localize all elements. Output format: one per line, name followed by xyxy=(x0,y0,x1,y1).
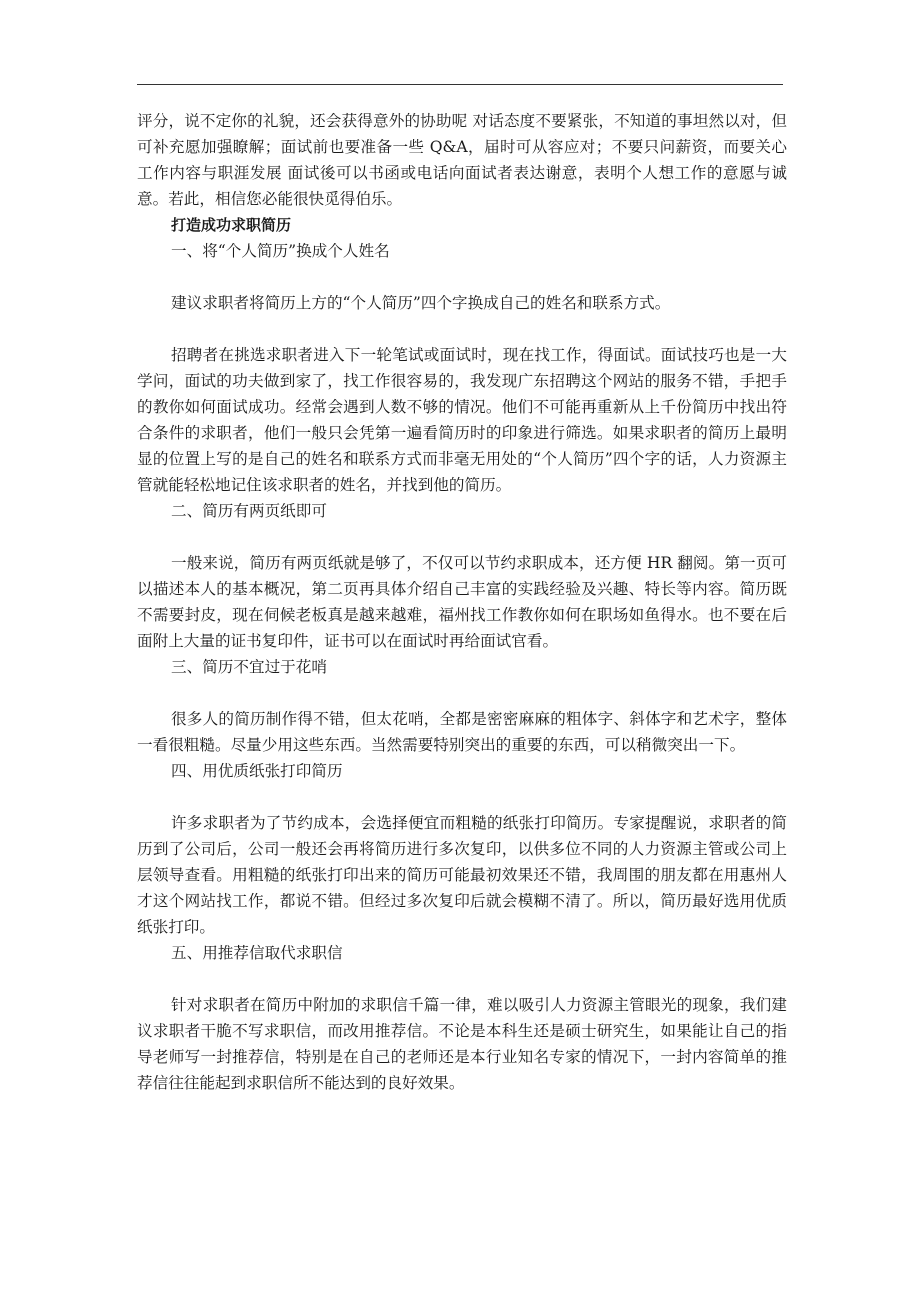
section-4-paragraph: 许多求职者为了节约成本，会选择便宜而粗糙的纸张打印简历。专家提醒说，求职者的简历到了公司后，公司一般还会再将简历进行多次复印，以供多位不同的人力资源主管或公司上层领导查看。用粗糙的纸张打印出来的简历可能最初效果还不错，我周围的朋友都在用惠州人才这个网站找工作，都说不错。但经过多次复印后就会模糊不清了。所以，简历最好选用优质纸张打印。 xyxy=(137,814,787,936)
section-2-paragraph: 一般来说，简历有两页纸就是够了，不仅可以节约求职成本，还方便 HR 翻阅。第一页可以描述本人的基本概况，第二页再具体介绍自己丰富的实践经验及兴趣、特长等内容。简历既不需要封皮，现在伺候老板真是越来越难，福州找工作教你如何在职场如鱼得水。也不要在后面附上大量的证书复印件，证书可以在面试时再给面试官看。 xyxy=(137,554,787,650)
section-5-title: 五、用推荐信取代求职信 xyxy=(171,944,343,962)
section-2-title: 二、简历有两页纸即可 xyxy=(171,502,327,520)
section-1-paragraph-2: 招聘者在挑选求职者进入下一轮笔试或面试时，现在找工作，得面试。面试技巧也是一大学问，面试的功夫做到家了，找工作很容易的，我发现广东招聘这个网站的服务不错，手把手的教你如何面试成功。经常会遇到人数不够的情况。他们不可能再重新从上千份简历中找出符合条件的求职者，他们一般只会凭第一遍看简历时的印象进行筛选。如果求职者的简历上最明显的位置上写的是自己的姓名和联系方式而非毫无用处的“个人简历”四个字的话，人力资源主管就能轻松地记住该求职者的姓名，并找到他的简历。 xyxy=(137,346,787,494)
section-5-paragraph: 针对求职者在简历中附加的求职信千篇一律，难以吸引人力资源主管眼光的现象，我们建议求职者干脆不写求职信，而改用推荐信。不论是本科生还是硕士研究生，如果能让自己的指导老师写一封推荐信，特别是在自己的老师还是本行业知名专家的情况下，一封内容简单的推荐信往往能起到求职信所不能达到的良好效果。 xyxy=(137,996,787,1092)
section-1-title: 一、将“个人简历”换成个人姓名 xyxy=(171,242,390,260)
section-3-title: 三、简历不宜过于花哨 xyxy=(171,658,327,676)
section-title: 打造成功求职简历 xyxy=(171,216,292,234)
section-4-title: 四、用优质纸张打印简历 xyxy=(171,762,343,780)
intro-paragraph: 评分，说不定你的礼貌，还会获得意外的协助呢 对话态度不要紧张，不知道的事坦然以对，但可补充愿加强瞭解；面试前也要准备一些 Q&A，届时可从容应对；不要只问薪资，而要关心工作内容与职涯发展 面试後可以书函或电话向面试者表达谢意，表明个人想工作的意愿与诚意。若此，相信您必能很快觅得伯乐。 xyxy=(137,112,787,208)
section-3-paragraph: 很多人的简历制作得不错，但太花哨，全都是密密麻麻的粗体字、斜体字和艺术字，整体一看很粗糙。尽量少用这些东西。当然需要特别突出的重要的东西，可以稍微突出一下。 xyxy=(137,710,787,754)
document-body xyxy=(137,108,787,1096)
section-1-paragraph-1: 建议求职者将简历上方的“个人简历”四个字换成自己的姓名和联系方式。 xyxy=(171,294,671,312)
header-rule xyxy=(137,84,783,85)
